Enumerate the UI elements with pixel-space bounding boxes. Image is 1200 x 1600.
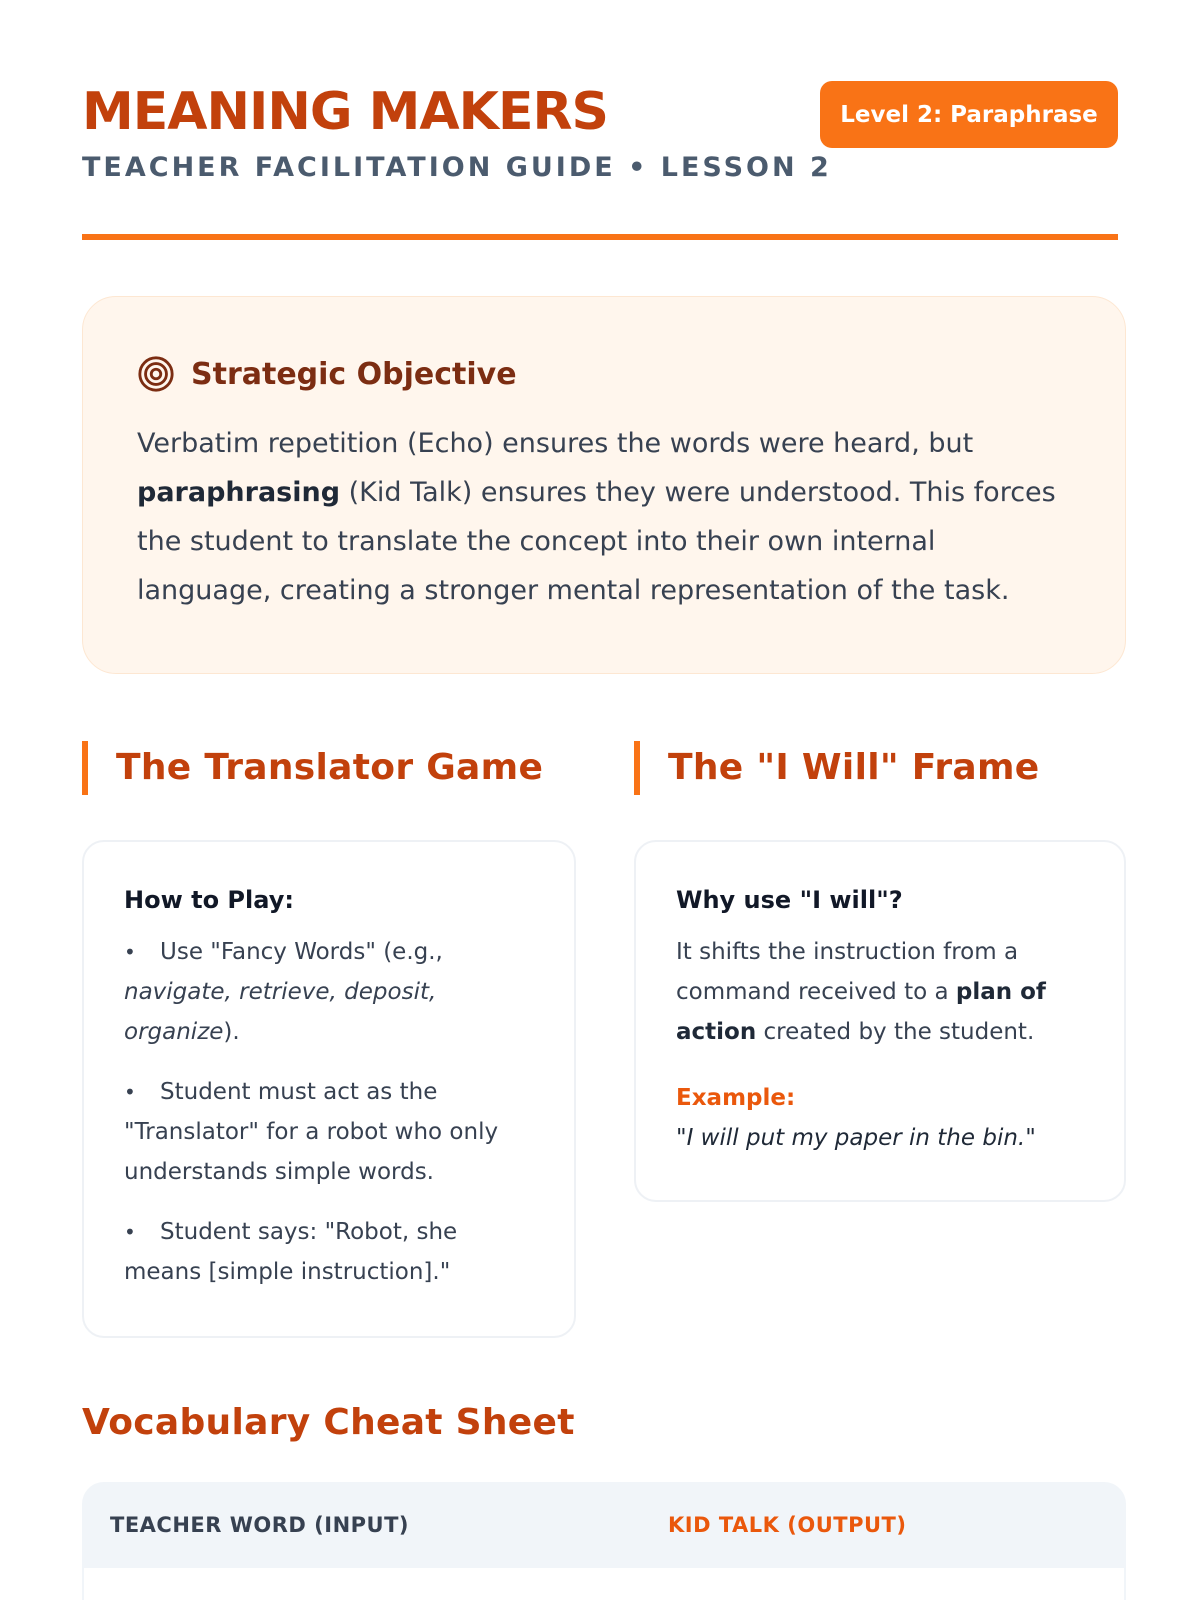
vocabulary-table [82, 1482, 1126, 1600]
page-subtitle: TEACHER FACILITATION GUIDE • LESSON 2 [82, 152, 832, 183]
bullet-3-text: Student says: "Robot, she means [simple instruction]." [124, 1219, 458, 1285]
i-will-text-part-2: created by the student. [756, 1019, 1035, 1045]
objective-header [137, 351, 1071, 397]
bullet-2-text: Student must act as the "Translator" for a robot who only understands simple words. [124, 1079, 499, 1185]
i-will-text-bold: plan of action [676, 979, 1046, 1045]
bullet-icon: • [124, 1080, 136, 1104]
bullet-icon: • [124, 1220, 136, 1244]
translator-game-heading: The Translator Game [82, 741, 582, 795]
i-will-text-part-1: It shifts the instruction from a command received to a [676, 939, 1019, 1005]
example-text: "I will put my paper in the bin." [676, 1125, 1036, 1151]
objective-text-part-1: Verbatim repetition (Echo) ensures the words were heard, but [137, 428, 974, 459]
list-item [124, 1212, 534, 1292]
vocabulary-table-header [82, 1482, 1126, 1568]
objective-text-part-2: (Kid Talk) ensures they were understood. This forces the student to translate the concept into their own internal language, creating a stronger mental representation of the task. [137, 477, 1056, 606]
page-title: MEANING MAKERS [82, 82, 608, 142]
why-use-i-will-title: Why use "I will"? [676, 886, 903, 914]
header [82, 0, 1118, 240]
list-item [124, 1072, 534, 1192]
how-to-play-list [124, 932, 534, 1292]
bullet-icon: • [124, 940, 136, 964]
how-to-play-title: How to Play: [124, 886, 294, 914]
target-icon [137, 355, 175, 393]
i-will-frame-card [634, 840, 1126, 1202]
i-will-description [676, 932, 1084, 1052]
column-header-teacher-word: TEACHER WORD (INPUT) [110, 1513, 410, 1537]
objective-text-bold: paraphrasing [137, 477, 341, 508]
objective-title: Strategic Objective [191, 356, 517, 392]
vocabulary-cheat-sheet-title: Vocabulary Cheat Sheet [82, 1402, 575, 1443]
example-label: Example: [676, 1085, 796, 1111]
bullet-1-text: Use "Fancy Words" (e.g., [160, 939, 443, 965]
bullet-1-italic: navigate, retrieve, deposit, organize [124, 979, 437, 1045]
vocabulary-table-body [82, 1568, 1126, 1600]
column-header-kid-talk: KID TALK (OUTPUT) [668, 1513, 907, 1537]
translator-game-card [82, 840, 576, 1338]
i-will-frame-heading: The "I Will" Frame [634, 741, 1134, 795]
list-item [124, 932, 534, 1052]
objective-text [137, 419, 1071, 615]
level-badge: Level 2: Paraphrase [820, 81, 1118, 148]
strategic-objective-box [82, 296, 1126, 674]
bullet-1-end: ). [223, 1019, 240, 1045]
